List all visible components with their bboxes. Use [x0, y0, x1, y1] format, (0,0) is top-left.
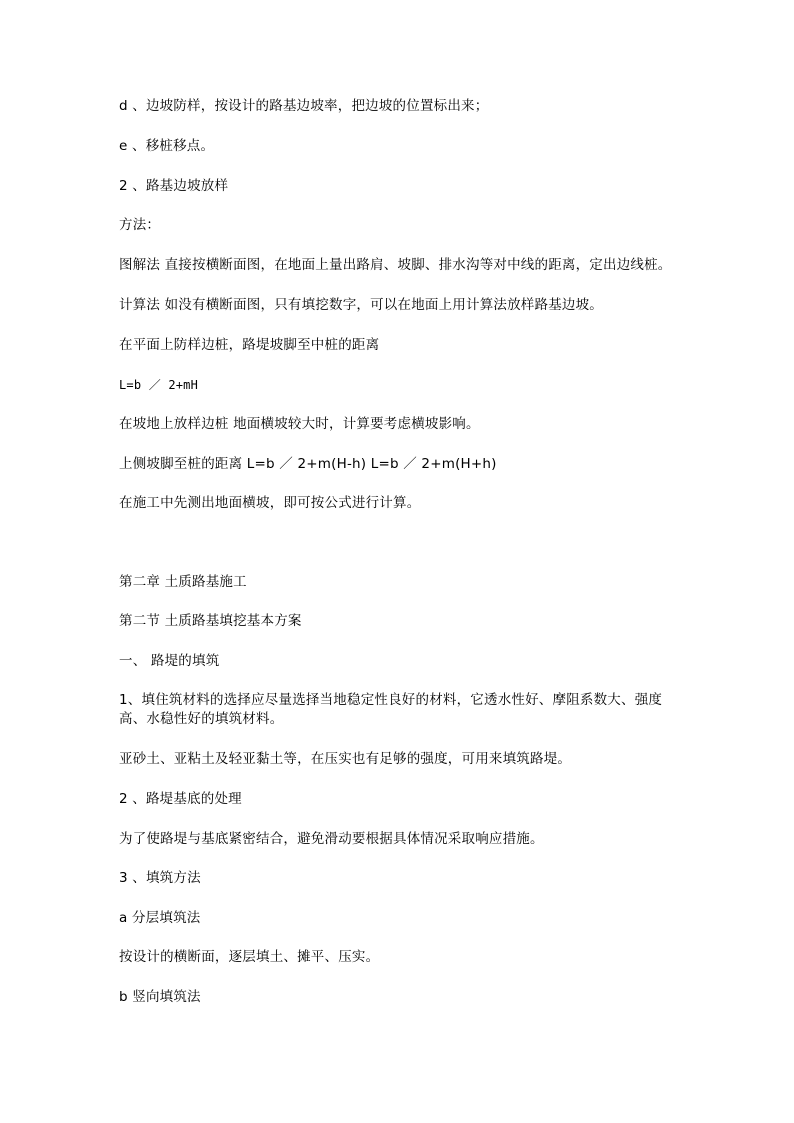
paragraph-method: 方法：: [119, 217, 161, 233]
heading-vertical-filling: b 竖向填筑法: [119, 989, 201, 1005]
paragraph-graphic-method: 图解法 直接按横断面图，在地面上量出路肩、坡脚、排水沟等对中线的距离，定出边线桩。: [119, 257, 672, 273]
paragraph-base-treatment-measures: 为了使路堤与基底紧密结合，避免滑动要根据具体情况采取响应措施。: [119, 831, 544, 847]
formula-slope-ground: 上侧坡脚至桩的距离 L=b ／ 2+m(H-h) L=b ／ 2+m(H+h): [119, 456, 497, 472]
paragraph-d-slope-staking: d 、边坡防样，按设计的路基边坡率，把边坡的位置标出来；: [119, 98, 489, 114]
paragraph-e-move-stakes: e 、移桩移点。: [119, 138, 215, 154]
section-heading: 第二节 土质路基填挖基本方案: [119, 613, 302, 629]
paragraph-construction-measurement: 在施工中先测出地面横坡，即可按公式进行计算。: [119, 495, 421, 511]
formula-flat-ground: L=b ／ 2+mH: [119, 378, 199, 392]
paragraph-layered-filling-steps: 按设计的横断面，逐层填土、摊平、压实。: [119, 949, 380, 965]
chapter-heading: 第二章 土质路基施工: [119, 574, 247, 590]
paragraph-suitable-soils: 亚砂土、亚粘土及轻亚黏土等，在压实也有足够的强度，可用来填筑路堤。: [119, 751, 572, 767]
paragraph-slope-ground-staking: 在坡地上放样边桩 地面横坡较大时，计算要考虑横坡影响。: [119, 416, 480, 432]
paragraph-flat-ground-staking: 在平面上防样边桩，路堤坡脚至中桩的距离: [119, 337, 380, 353]
heading-embankment-base-treatment: 2 、路堤基底的处理: [119, 791, 242, 807]
subsection-heading-embankment-filling: 一、 路堤的填筑: [119, 653, 220, 669]
heading-filling-methods: 3 、填筑方法: [119, 870, 201, 886]
paragraph-fill-material-selection: 1、填住筑材料的选择应尽量选择当地稳定性良好的材料，它透水性好、摩阻系数大、强度高、水稳性好的填筑材料。: [119, 692, 663, 727]
paragraph-calculation-method: 计算法 如没有横断面图，只有填挖数字，可以在地面上用计算法放样路基边坡。: [119, 297, 603, 313]
heading-subgrade-slope-staking: 2 、路基边坡放样: [119, 178, 229, 194]
heading-layered-filling: a 分层填筑法: [119, 910, 201, 926]
